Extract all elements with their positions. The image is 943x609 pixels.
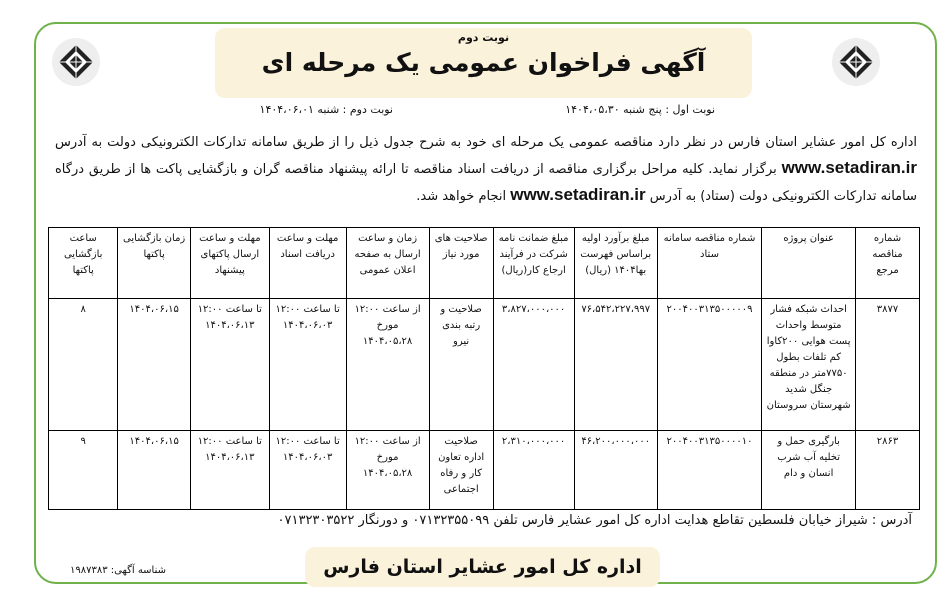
- header-cell: شماره مناقصه مرجع: [856, 228, 920, 299]
- table-header-row: [49, 228, 920, 299]
- table-cell: تا ساعت ۱۲:۰۰ ۱۴۰۴،۰۶،۱۳: [190, 431, 269, 510]
- table-cell: صلاحیت و رتبه بندی نیرو: [429, 299, 493, 431]
- emblem-icon: [56, 42, 96, 82]
- table-cell: ۳،۸۲۷،۰۰۰،۰۰۰: [493, 299, 574, 431]
- header-cell: صلاحیت های مورد نیاز: [429, 228, 493, 299]
- setadiran-link-2[interactable]: www.setadiran.ir: [510, 185, 646, 204]
- table-cell: ۸: [49, 299, 118, 431]
- header-cell: شماره مناقصه سامانه ستاد: [657, 228, 761, 299]
- table-cell: صلاحیت اداره تعاون کار و رفاه اجتماعی: [429, 431, 493, 510]
- table-cell: از ساعت ۱۲:۰۰ مورخ ۱۴۰۴،۰۵،۲۸: [346, 299, 429, 431]
- header-cell: مهلت و ساعت ارسال پاکتهای پیشنهاد: [190, 228, 269, 299]
- table-cell: از ساعت ۱۲:۰۰ مورخ ۱۴۰۴،۰۵،۲۸: [346, 431, 429, 510]
- table-cell: احداث شبکه فشار متوسط واحداث پست هوایی ۲۰۰کاوا کم تلفات بطول ۷۷۵۰متر در منطقه جنگل شدید شهرستان سروستان: [762, 299, 856, 431]
- table-cell: ۹: [49, 431, 118, 510]
- table-cell: ۱۴۰۴،۰۶،۱۵: [118, 431, 190, 510]
- table-cell: ۷۶،۵۴۲،۲۲۷،۹۹۷: [574, 299, 657, 431]
- emblem-icon-right: [832, 38, 880, 86]
- table-cell: ۲۰۰۴۰۰۳۱۳۵۰۰۰۰۰۹: [657, 299, 761, 431]
- intro-text-3: انجام خواهد شد.: [416, 189, 507, 204]
- table-cell: ۴۶،۲۰۰،۰۰۰،۰۰۰: [574, 431, 657, 510]
- table-row: [49, 299, 920, 431]
- tender-table: [48, 227, 920, 510]
- table-cell: ۲۸۶۳: [856, 431, 920, 510]
- footer-organization: اداره کل امور عشایر استان فارس: [305, 547, 660, 587]
- header-cell: مبلغ برآورد اولیه براساس فهرست بها۱۴۰۴ (ریال): [574, 228, 657, 299]
- ad-id: شناسه آگهی: ۱۹۸۷۳۸۳: [70, 565, 167, 576]
- intro-paragraph: [55, 130, 917, 209]
- address-line: آدرس : شیراز خیابان فلسطین تقاطع هدایت اداره کل امور عشایر فارس تلفن ۰۷۱۳۲۳۵۵۰۹۹ و دورنگار ۰۷۱۳۲۳۰۳۵۲۲: [277, 513, 912, 528]
- second-date: نوبت دوم : شنبه ۱۴۰۴،۰۶،۰۱: [259, 103, 393, 116]
- intro-text-1: اداره کل امور عشایر استان فارس در نظر دارد مناقصه عمومی یک مرحله ای خود به شرح جدول ذیل را از طریق سامانه تدارکات الکترونیکی دولت به آدرس: [55, 135, 917, 150]
- table-cell: تا ساعت ۱۲:۰۰ ۱۴۰۴،۰۶،۰۳: [269, 431, 346, 510]
- setadiran-link[interactable]: www.setadiran.ir: [781, 158, 917, 177]
- header-cell: عنوان پروژه: [762, 228, 856, 299]
- header-cell: زمان و ساعت ارسال به صفحه اعلان عمومی: [346, 228, 429, 299]
- intro-text-2: برگزار نماید. کلیه مراحل برگزاری مناقصه از دریافت اسناد مناقصه تا ارائه پیشنهاد مناقصه گران و بازگشایی پاکت ها از طریق درگاه سامانه تدارکات الکترونیکی دولت (ستاد) به آدرس: [55, 162, 917, 204]
- emblem-icon-left: [52, 38, 100, 86]
- header-cell: مهلت و ساعت دریافت اسناد: [269, 228, 346, 299]
- emblem-icon: [836, 42, 876, 82]
- first-date: نوبت اول : پنج شنبه ۱۴۰۴،۰۵،۳۰: [565, 103, 715, 116]
- table-row: [49, 431, 920, 510]
- header-cell: زمان بازگشایی پاکتها: [118, 228, 190, 299]
- header-cell: ساعت بازگشایی پاکتها: [49, 228, 118, 299]
- table-cell: ۲۰۰۴۰۰۳۱۳۵۰۰۰۰۱۰: [657, 431, 761, 510]
- table-cell: تا ساعت ۱۲:۰۰ ۱۴۰۴،۰۶،۱۳: [190, 299, 269, 431]
- table-cell: ۳۸۷۷: [856, 299, 920, 431]
- table-cell: ۱۴۰۴،۰۶،۱۵: [118, 299, 190, 431]
- header-cell: مبلغ ضمانت نامه شرکت در فرآیند ارجاع کار(ریال): [493, 228, 574, 299]
- page-title: آگهی فراخوان عمومی یک مرحله ای: [261, 48, 706, 77]
- table-cell: ۲،۳۱۰،۰۰۰،۰۰۰: [493, 431, 574, 510]
- table-cell: بارگیری حمل و تخلیه آب شرب انسان و دام: [762, 431, 856, 510]
- table-cell: تا ساعت ۱۲:۰۰ ۱۴۰۴،۰۶،۰۳: [269, 299, 346, 431]
- title-box: [215, 28, 752, 98]
- round-label: نوبت دوم: [457, 31, 510, 44]
